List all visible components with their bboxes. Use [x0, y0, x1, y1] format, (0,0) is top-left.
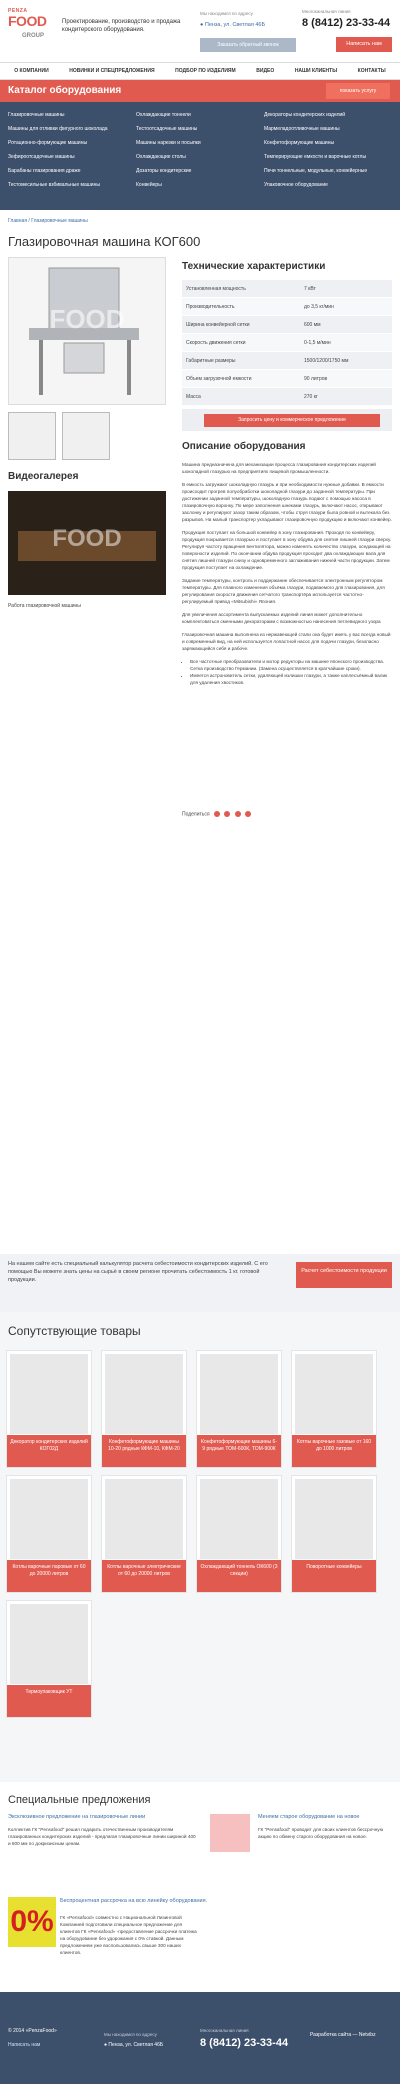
product-thumb: [200, 1354, 278, 1434]
tagline: Проектирование, производство и продажа кондитерского оборудования.: [62, 19, 181, 33]
related-card[interactable]: [6, 1350, 92, 1468]
product-thumb: [10, 1604, 88, 1684]
special-offers: [0, 1782, 400, 1992]
description-title: Описание оборудования: [182, 441, 306, 452]
catalog-item[interactable]: Дозаторы кондитерские: [136, 168, 192, 174]
calculator-banner: [0, 1254, 400, 1312]
breadcrumb[interactable]: Главная / Глазировочные машины: [8, 218, 88, 224]
catalog-item[interactable]: Декораторы кондитерских изделий: [264, 112, 346, 118]
related-card[interactable]: [196, 1475, 282, 1593]
related-label: Декоратор кондитерских изделий КОГ02Д: [7, 1435, 91, 1467]
phone-number[interactable]: 8 (8412) 23-33-44: [302, 17, 391, 29]
catalog-item[interactable]: Глазировочные машины: [8, 112, 65, 118]
catalog-item[interactable]: Конфетоформующие машины: [264, 140, 335, 146]
spec-value: 90 литров: [304, 376, 328, 382]
catalog-item[interactable]: Печи тоннельные, модульные, конвейерные: [264, 168, 368, 174]
related-label: Котлы варочные паровые от 60 до 20000 литров: [7, 1560, 91, 1592]
calculator-button[interactable]: Расчет себестоимости продукции: [296, 1262, 392, 1288]
catalog-item[interactable]: Мармеладоотливочные машины: [264, 126, 340, 132]
address-link[interactable]: [200, 22, 265, 28]
catalog-col-3: [264, 108, 392, 192]
share-label: Поделиться: [182, 811, 210, 818]
pin-icon: ●: [200, 22, 204, 28]
related-label: Охлаждающий тоннель ОК600 (3 секции): [197, 1560, 281, 1592]
catalog-col-1: [8, 108, 136, 192]
footer-address-text: Пенза, ул. Светлая 46Б: [108, 2042, 164, 2048]
related-label: Поворотные конвейеры: [292, 1560, 376, 1592]
product-thumb: [10, 1354, 88, 1434]
catalog-item[interactable]: Упаковочное оборудование: [264, 182, 328, 188]
catalog-item[interactable]: Тестомесильные взбивальные машины: [8, 182, 100, 188]
related-label: Конфетоформующие машины 6-9 рядные ТОМ-600К, ТОМ-900К: [197, 1435, 281, 1467]
catalog-title: Каталог оборудования: [8, 85, 122, 96]
offer-3-text: ГК «Pensafood» совместно с Национальной Лизинговой Компанией подготовили специальное предложение для клиентов ГК «Pensafood» -предоставление рассрочки платежа на оборудование без удорожания с 0% ставкой. Данным предложением уже воспользовались свыше 300 наших клиентов.: [60, 1915, 197, 1955]
nav-video[interactable]: ВИДЕО: [256, 68, 275, 74]
footer-write-link[interactable]: Написать нам: [8, 2042, 41, 2048]
offer-1-text: Коллектив ГК "Pensafood" решил подарить отечественным производителям глазированных кондитерских изделий - предлагая глазировочные линии шириной 400 и 600 мм по докризисным ценам.: [8, 1827, 196, 1846]
product-image[interactable]: [8, 257, 166, 405]
main-nav: [0, 62, 400, 80]
related-section: [0, 1312, 400, 1782]
page-title: Глазировочная машина КОГ600: [8, 234, 201, 249]
site-header: [0, 0, 400, 62]
offer-3-title[interactable]: Беспроцентная рассрочка на всю линейку оборудования.: [60, 1898, 208, 1904]
description-paragraph: Машина предназначена для механизации процесса глазирования кондитерских изделий шоколадной глазурью на предприятиях пищевой промышленности.: [182, 462, 376, 474]
spec-key: Ширина конвейерной сетки: [186, 322, 250, 328]
spec-row: [182, 334, 392, 352]
share-block: [182, 811, 251, 817]
catalog-item[interactable]: Зефироотсадочные машины: [8, 154, 75, 160]
description-paragraph: Глазировочная машина выполнена из нержавеющей стали она будет иметь у вас всегда новый и современный вид, на ней используется лопастной насос для подачи глазури, безопасно заряжающийся себя и рабоче.: [182, 632, 391, 651]
description-paragraph: Задание температуры, контроль и поддержание обеспечивается электронным регулятором температуры. Для плавного изменения объёма глазури, подаваемого для глазирования, для регулирования скорости движения сетчатого транспортёра используется частотно-регулируемый привод «Mitsubishi» Япония.: [182, 578, 385, 604]
nav-selection[interactable]: ПОДБОР ПО ИЗДЕЛИЯМ: [175, 68, 236, 74]
related-card[interactable]: [291, 1475, 377, 1593]
feature-list: [190, 658, 392, 686]
catalog-item[interactable]: Машины нарезки и посыпки: [136, 140, 201, 146]
related-card[interactable]: [101, 1350, 187, 1468]
spec-row: [182, 370, 392, 388]
logo-top: PENZA: [8, 8, 28, 14]
zero-percent-badge: 0%: [8, 1897, 56, 1947]
copyright: © 2014 «PenzaFood»: [8, 2028, 57, 2034]
spec-value: 0-1,5 м/мин: [304, 340, 331, 346]
nav-clients[interactable]: НАШИ КЛИЕНТЫ: [294, 68, 338, 74]
svg-text:FOOD: FOOD: [52, 525, 122, 552]
catalog-button[interactable]: показать услугу: [326, 83, 390, 99]
video-thumbnail: [8, 491, 166, 595]
related-card[interactable]: [6, 1475, 92, 1593]
offer-2-image: [210, 1814, 250, 1852]
catalog-item[interactable]: Ротационно-формующие машины: [8, 140, 88, 146]
related-label: Конфетоформующие машины 10-20 рядные КФМ-10, КФМ-20: [102, 1435, 186, 1467]
facebook-icon[interactable]: [224, 811, 230, 817]
related-card[interactable]: [196, 1350, 282, 1468]
nav-contacts[interactable]: КОНТАКТЫ: [357, 68, 386, 74]
vk-icon[interactable]: [214, 811, 220, 817]
logo[interactable]: [8, 8, 56, 48]
spec-key: Масса: [186, 394, 201, 400]
catalog-item[interactable]: Темперирующие емкости и варочные котлы: [264, 154, 367, 160]
thumbnail-2[interactable]: [62, 412, 110, 460]
spec-value: 270 кг: [304, 394, 318, 400]
description-text: [182, 461, 392, 692]
related-card[interactable]: [101, 1475, 187, 1593]
thumbnail-1[interactable]: [8, 412, 56, 460]
spec-row: [182, 280, 392, 298]
offer-2-title[interactable]: Меняем старое оборудование на новое: [258, 1814, 360, 1820]
specs-title: Технические характеристики: [182, 261, 326, 272]
video-caption: Работа глазировочной машины: [8, 603, 81, 609]
spec-key: Скорость движения сетки: [186, 340, 246, 346]
spec-value: 1500/1200/1750 мм: [304, 358, 349, 364]
developer-credit[interactable]: Разработка сайта — Netvibz: [310, 2032, 376, 2038]
description-paragraph: Продукция поступает на большой конвейер в зону глазирования. Проходя по конвейеру, продукция покрывается глазурью и поступает в зону обдува для снятия лишней глазури сверху. Регулируя частоту вращения вентилятора, можно изменять количество глазури, оседающей на поверхности изделий. По окончании обдува продукция проходит два охлаждающих вала для снятия лишней глазури снизу и одновременного заглаживания нижней части продукции. Затем продукция поступает на охлаждение.: [182, 530, 392, 570]
spec-row: [182, 352, 392, 370]
feature-item: • Все частотные преобразователи и мотор редукторы на машине японского производства. Сетка производство Германии. (Замена осуществляется в кратчайшие сроки).: [190, 658, 392, 672]
offer-2-text: ГК "Pensafood" проводит для своих клиентов бессрочную акцию по обмену старого оборудования на новое.: [258, 1827, 384, 1839]
pin-icon: ●: [104, 2042, 108, 2048]
catalog-item[interactable]: Конвейеры: [136, 182, 162, 188]
spec-key: Габаритные размеры: [186, 358, 236, 364]
spec-value: 600 мм: [304, 322, 321, 328]
video-title: Видеогалерея: [8, 471, 79, 482]
spec-key: Производительность: [186, 304, 235, 310]
video-player[interactable]: [8, 491, 166, 595]
catalog-item[interactable]: Барабаны глазирования драже: [8, 168, 81, 174]
spec-row: [182, 388, 392, 406]
catalog-item[interactable]: Охлаждающие столы: [136, 154, 186, 160]
spec-key: Установленная мощность: [186, 286, 246, 292]
product-thumb: [295, 1479, 373, 1559]
product-thumb: [200, 1479, 278, 1559]
related-label: Котлы варочные электрические от 60 до 20000 литров: [102, 1560, 186, 1592]
logo-sub: GROUP: [22, 33, 45, 39]
offer-1-title[interactable]: Эксклюзивное предложение на глазировочные линии: [8, 1814, 146, 1820]
spec-key: Объем загрузочной емкости: [186, 376, 252, 382]
odnoklassniki-icon[interactable]: [245, 811, 251, 817]
catalog-item[interactable]: Охлаждающие тоннели: [136, 112, 191, 118]
callback-button[interactable]: Заказать обратный звонок: [200, 38, 296, 52]
spec-row: [182, 298, 392, 316]
footer-address[interactable]: [104, 2042, 163, 2048]
specs-table: [182, 280, 392, 406]
product-section: [0, 249, 400, 1254]
write-us-button[interactable]: Написать нам: [336, 37, 392, 52]
address-label: Мы находимся по адресу: [200, 11, 253, 16]
address-text: Пенза, ул. Светлая 46Б: [204, 22, 266, 28]
nav-news[interactable]: НОВИНКИ И СПЕЦПРЕДЛОЖЕНИЯ: [69, 68, 155, 74]
catalog-col-2: [136, 108, 264, 192]
catalog-item[interactable]: Машины для отливки фигурного шоколада: [8, 126, 108, 132]
logo-main: FOOD: [8, 13, 47, 29]
twitter-icon[interactable]: [235, 811, 241, 817]
related-label: Котлы варочные газовые от 160 до 1000 литров: [292, 1435, 376, 1467]
spec-value: до 3,5 кг/мин: [304, 304, 334, 310]
catalog-item[interactable]: Тестоотсадочные машины: [136, 126, 198, 132]
product-thumb: [295, 1354, 373, 1434]
footer-address-label: Мы находимся по адресу: [104, 2032, 157, 2037]
product-thumb: [10, 1479, 88, 1559]
site-footer: [0, 1992, 400, 2084]
related-title: Сопутствующие товары: [8, 1324, 141, 1338]
special-title: Специальные предложения: [8, 1794, 151, 1806]
nav-about[interactable]: О КОМПАНИИ: [14, 68, 49, 74]
related-label: Термоупаковщик УТ: [7, 1685, 91, 1717]
spec-row: [182, 316, 392, 334]
footer-phone-label: Многоканальная линия: [200, 2028, 249, 2033]
catalog-panel: [0, 80, 400, 210]
related-card[interactable]: [291, 1350, 377, 1468]
description-paragraph: В емкость загружают шоколадную глазурь и при необходимости нужные добавки. В емкости происходит прогрев полуобработки шоколадной глазури до заданной температуры. При достижении заданной температуры, шоколадную глазурь подают с помощью насоса в глазировочную воронку. По мере заполнения шнеками глазурь, включают насос, открывают заслонку и регулируют зазор таким образом, чтобы струя глазури была ровной и вытекала без разрывов. На малый транспортер укладывают глазировочную продукцию и включают конвейер.: [182, 482, 392, 522]
spec-value: 7 кВт: [304, 286, 316, 292]
description-paragraph: Для увеличения ассортимента выпускаемых изделий линия может дополнительно комплектоваться сменными декораторами с возможностью нанесения петлевидного узора: [182, 612, 381, 624]
svg-text:FOOD: FOOD: [49, 304, 125, 334]
footer-phone[interactable]: 8 (8412) 23-33-44: [200, 2037, 289, 2049]
request-price-button[interactable]: Запросить цену и коммерческое предложение: [204, 414, 380, 427]
product-thumb: [105, 1479, 183, 1559]
catalog-header: [0, 80, 400, 102]
calculator-text: На нашем сайте есть специальный калькулятор расчета себестоимости кондитерских изделий. С его помощью Вы можете знать цены на сырьё в своем регионе прочитать себестоимость 1 кг. готовой продукции.: [8, 1261, 268, 1283]
related-card[interactable]: [6, 1600, 92, 1718]
product-thumb: [105, 1354, 183, 1434]
machine-illustration: [9, 258, 165, 404]
feature-item: • Имеется астроновитель сетки, удаляющей излишки глазури, а также каплесъёмный валик для удаления хвостиков.: [190, 672, 392, 686]
phone-label: Многоканальная линия: [302, 9, 351, 14]
